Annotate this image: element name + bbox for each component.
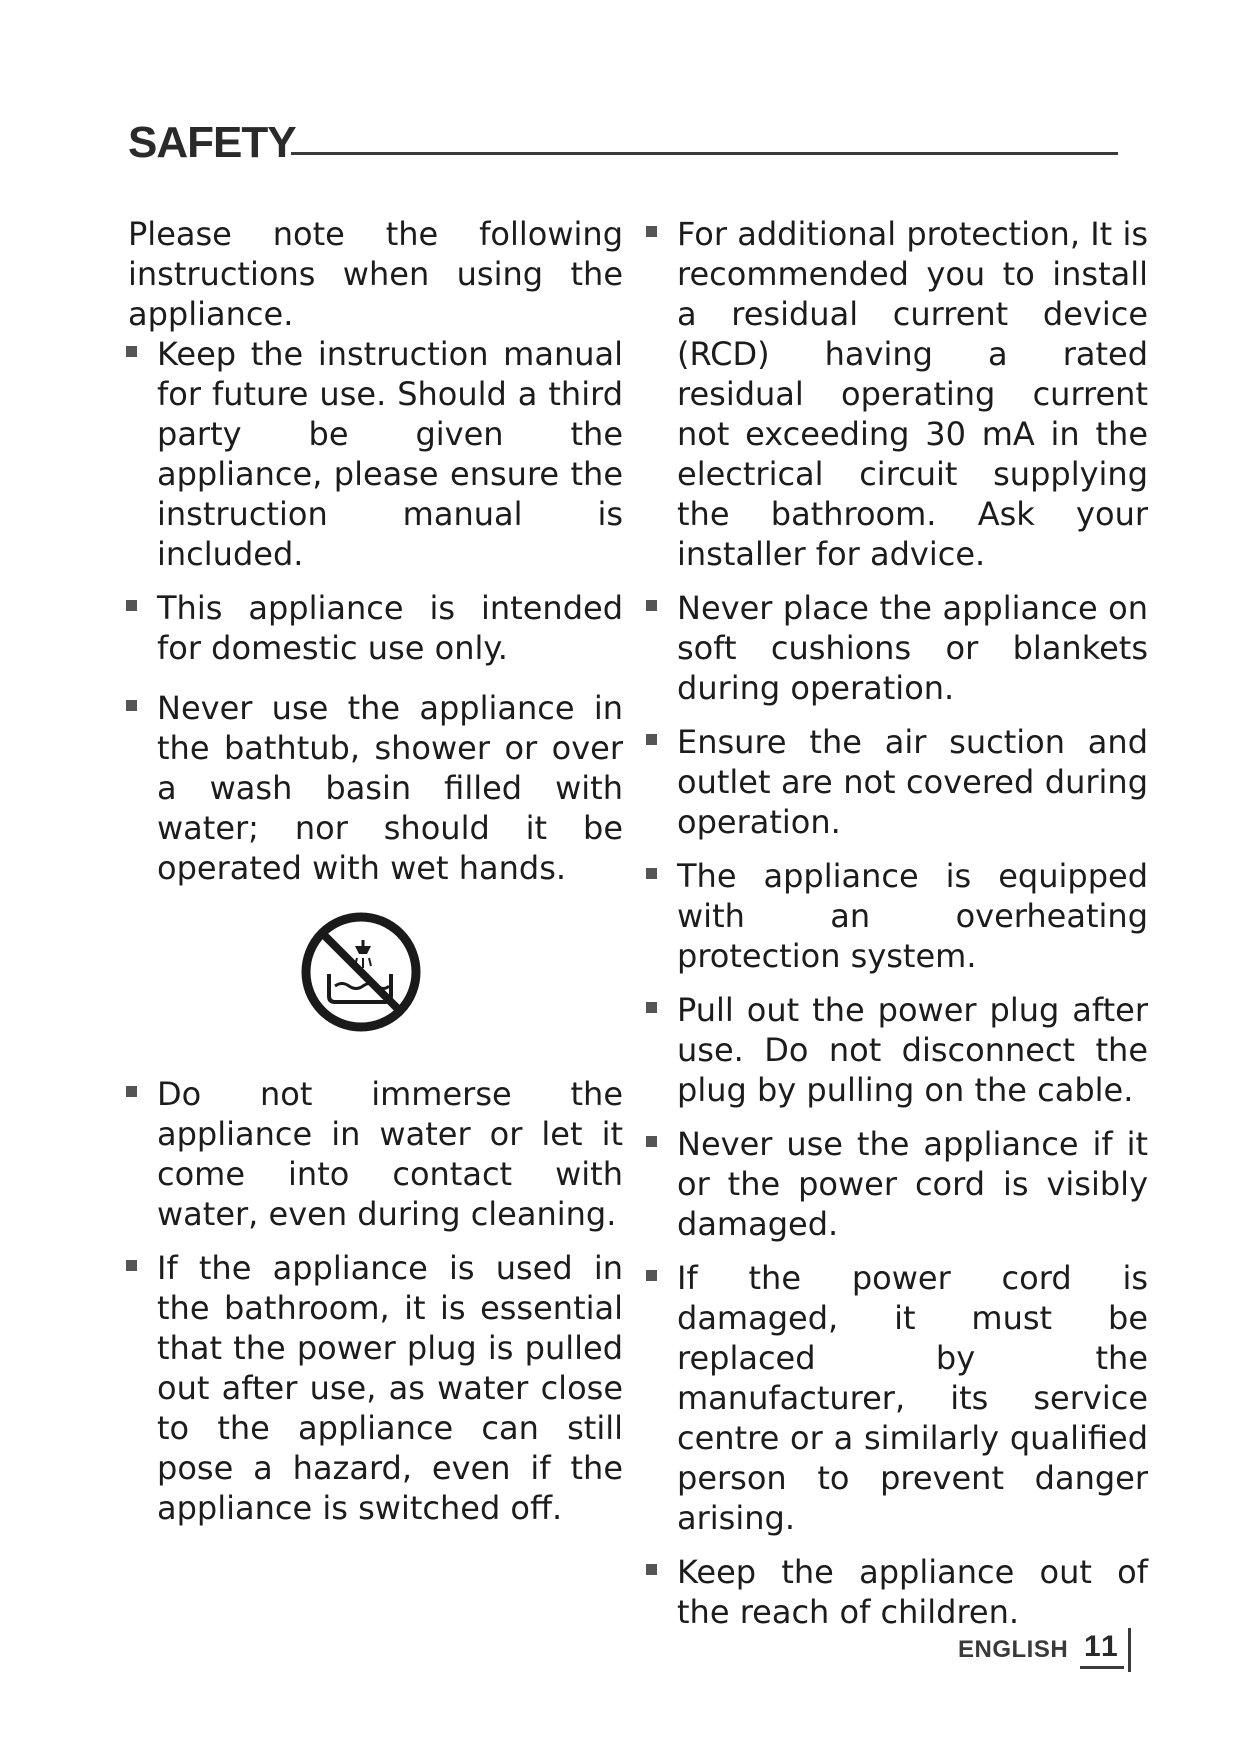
list-item-text: Keep the instruction manual for future use. Should a third party be given the appliance, please ensure the instruction manual is included. [157, 335, 623, 573]
right-column [648, 214, 1148, 1632]
square-bullet-icon [646, 734, 657, 745]
list-item [648, 722, 1148, 842]
square-bullet-icon [126, 1260, 137, 1271]
page-footer [958, 1628, 1128, 1672]
list-item [648, 1124, 1148, 1244]
list-item-text: For additional protection, It is recommended you to install a residual current device (RCD) having a rated residual operating current not exceeding 30 mA in the electrical circuit supplying the bathroom. Ask your installer for advice. [677, 215, 1148, 573]
page-number: 11 [1080, 1630, 1124, 1669]
square-bullet-icon [646, 600, 657, 611]
list-item [648, 214, 1148, 574]
list-item-text: Pull out the power plug after use. Do not disconnect the plug by pulling on the cable. [677, 991, 1148, 1109]
section-header [128, 118, 1118, 168]
list-item-text: The appliance is equipped with an overheating protection system. [677, 857, 1148, 975]
list-item [128, 588, 623, 668]
square-bullet-icon [646, 1564, 657, 1575]
list-item-text: Keep the appliance out of the reach of children. [677, 1553, 1148, 1631]
square-bullet-icon [646, 868, 657, 879]
list-item [128, 688, 623, 888]
intro-text: Please note the following instructions when using the appliance. [128, 215, 623, 333]
square-bullet-icon [126, 600, 137, 611]
square-bullet-icon [646, 1136, 657, 1147]
list-item-text: Do not immerse the appliance in water or let it come into contact with water, even during cleaning. [157, 1075, 623, 1233]
list-item-text: This appliance is intended for domestic use only. [157, 589, 623, 667]
list-item [648, 1552, 1148, 1632]
list-item [648, 856, 1148, 976]
list-item-text: Never place the appliance on soft cushions or blankets during operation. [677, 589, 1148, 707]
list-item [648, 588, 1148, 708]
square-bullet-icon [646, 1270, 657, 1281]
no-water-bath-icon [299, 910, 423, 1034]
list-item-text: If the appliance is used in the bathroom, it is essential that the power plug is pulled out after use, as water close to the appliance can still pose a hazard, even if the appliance is switched off. [157, 1249, 623, 1527]
section-title: SAFETY [128, 118, 296, 167]
list-item-text: If the power cord is damaged, it must be replaced by the manufacturer, its service centre or a similarly qualified person to prevent danger arising. [677, 1259, 1148, 1537]
square-bullet-icon [126, 346, 137, 357]
list-item [128, 334, 623, 574]
square-bullet-icon [646, 226, 657, 237]
list-item-text: Ensure the air suction and outlet are not covered during operation. [677, 723, 1148, 841]
page-number-marker [1128, 1628, 1131, 1672]
list-item-text: Never use the appliance in the bathtub, shower or over a wash basin filled with water; nor should it be operated with wet hands. [157, 689, 623, 887]
square-bullet-icon [126, 1086, 137, 1097]
square-bullet-icon [126, 700, 137, 711]
list-item [648, 1258, 1148, 1538]
square-bullet-icon [646, 1002, 657, 1013]
left-column [128, 214, 623, 1528]
list-item [648, 990, 1148, 1110]
footer-language: ENGLISH [958, 1636, 1069, 1663]
list-item-text: Never use the appliance if it or the power cord is visibly damaged. [677, 1125, 1148, 1243]
header-rule [291, 152, 1118, 155]
list-item [128, 1248, 623, 1528]
list-item [128, 1074, 623, 1234]
